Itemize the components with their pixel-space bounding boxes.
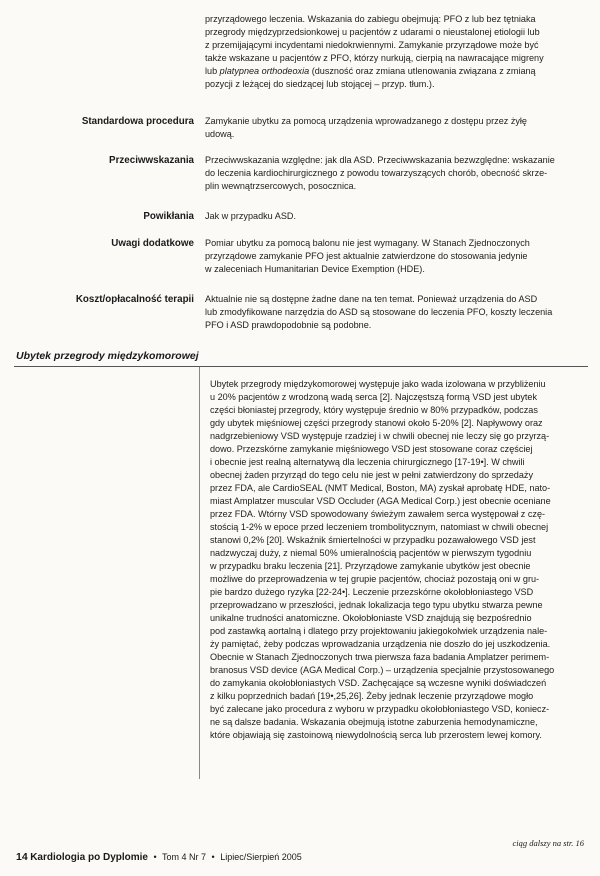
text-line: możliwe do przeprowadzenia w tej grupie pacjentów, chociaż pozostają oni w gru- — [210, 574, 540, 584]
text-line: przyrządowego leczenia. Wskazania do zabiegu obejmują: PFO z lub bez tętniaka — [205, 14, 536, 24]
text-line: i obecnie jest realną alternatywą dla leczenia chirurgicznego [17-19•]. W chwili — [210, 457, 525, 467]
text-line: przeprowadzano w przeszłości, jednak lokalizacja tego typu ubytku stwarza pewne — [210, 600, 543, 610]
text-line: z przemijającymi incydentami niedokrwiennymi. Zamykanie przyrządowe może być — [205, 40, 539, 50]
row-text — [205, 210, 590, 223]
text-line: unikalne trudności anatomiczne. Okołobłoniaste VSD znajdują się bezpośrednio — [210, 613, 532, 623]
text-line: do leczenia kardiochirurgicznego z powodu towarzyszących chorób, obecność skrze- — [205, 168, 548, 178]
text-line: PFO i ASD prawdopodobnie są podobne. — [205, 320, 372, 330]
text-line: Ubytek przegrody międzykomorowej występuje jako wada izolowana w przybliżeniu — [210, 379, 546, 389]
footer-separator: • — [153, 852, 157, 862]
text-line: ży pamiętać, żeby podczas wprowadzania urządzenia nie doszło do jej uszkodzenia. — [210, 639, 551, 649]
text-line: gdy ubytek mięśniowej części przegrody stanowi około 5-20% [2]. Napływowy oraz — [210, 418, 543, 428]
text-line: lub zmodyfikowane narzędzia do ASD są stosowane do leczenia PFO, koszty leczenia — [205, 307, 553, 317]
intro-paragraph — [205, 13, 590, 91]
text-line: w przypadku braku leczenia [21]. Przyrządowe zamykanie ubytków jest obecnie — [210, 561, 531, 571]
section-body — [210, 378, 590, 742]
column-divider — [199, 367, 200, 779]
text-line: dowo. Przezskórne zamykanie mięśniowego VSD jest stosowane coraz częściej — [210, 444, 533, 454]
text-line: przez FDA. Wtórny VSD spowodowany świeżym zawałem serca występował z czę- — [210, 509, 546, 519]
text-line: Przeciwwskazania względne: jak dla ASD. Przeciwwskazania bezwzględne: wskazanie — [205, 155, 555, 165]
row-label: Przeciwwskazania — [109, 155, 194, 166]
text-line: obecnej żaden przyrząd do tego celu nie jest w pełni zatwierdzony do sprzedaży — [210, 470, 534, 480]
text-line: do zamykania okołobłoniastych VSD. Zachęcające są wczesne wyniki doświadczeń — [210, 678, 547, 688]
row-text — [205, 115, 590, 141]
text-line: w zaleceniach Humanitarian Device Exemption (HDE). — [205, 264, 425, 274]
text-line: być zalecane jako procedura z wyboru w przypadku okołobłoniastego VSD, koniecz- — [210, 704, 550, 714]
text-line: pie bardzo dużego ryzyka [22-24•]. Leczenie przezskórne okołobłoniastego VSD — [210, 587, 534, 597]
row-text — [205, 237, 590, 276]
text-line: lub platypnea orthodeoxia (duszność oraz zmiana utlenowania związana z zmianą — [205, 66, 536, 76]
footer-separator: • — [211, 852, 215, 862]
page-number: 14 — [16, 851, 28, 863]
text-line: Jak w przypadku ASD. — [205, 211, 296, 221]
section-heading: Ubytek przegrody międzykomorowej — [16, 350, 199, 362]
text-line: nadgrzebieniowy VSD występuje rzadziej i w chwili obecnej nie leczy się go przyrzą- — [210, 431, 550, 441]
continued-note: ciąg dalszy na str. 16 — [512, 838, 584, 848]
row-text — [205, 293, 590, 332]
page-footer — [16, 851, 302, 863]
row-label: Uwagi dodatkowe — [111, 238, 194, 249]
text-line: z kilku poprzednich badań [19•,25,26]. Żeby jednak leczenie przyrządowe mogło — [210, 691, 534, 701]
text-line: stością 1-2% w epoce przed leczeniem trombolitycznym, natomiast w chwili obecnej — [210, 522, 549, 532]
text-line: plin wewnątrzsercowych, posocznica. — [205, 181, 357, 191]
text-line: przegrody międzyprzedsionkowej u pacjentów z udarami o nieustalonej etiologii lub — [205, 27, 540, 37]
text-line: także wskazane u pacjentów z PFO, którzy nurkują, cierpią na nawracające migreny — [205, 53, 544, 63]
row-label: Standardowa procedura — [81, 116, 194, 127]
text-line: u 20% pacjentów z wrodzoną wadą serca [2]. Najczęstszą formą VSD jest ubytek — [210, 392, 538, 402]
journal-name: Kardiologia po Dyplomie — [30, 852, 148, 863]
text-line: Obecnie w Stanach Zjednoczonych trwa pierwsza faza badania Amplatzer perimem- — [210, 652, 550, 662]
row-label: Koszt/opłacalność terapii — [75, 294, 194, 305]
text-line: pozycji z leżącej do siedzącej lub stojącej – przyp. tłum.). — [205, 79, 435, 89]
text-line: części błoniastej przegrody, który występuje średnio w 80% przypadków, podczas — [210, 405, 538, 415]
text-line: stanowi 0,2% [20]. Wskaźnik śmiertelności w przypadku pozawałowego VSD jest — [210, 535, 536, 545]
text-line: nadzwyczaj duży, z niemal 50% umieralnością pacjentów w pierwszym tygodniu — [210, 548, 532, 558]
row-label: Powikłania — [143, 211, 194, 222]
text-line: udową. — [205, 129, 235, 139]
issue-date: Lipiec/Sierpień 2005 — [220, 852, 302, 862]
text-line: ne są dalsze badania. Wskazania obejmują istotne zaburzenia hemodynamiczne, — [210, 717, 538, 727]
text-line: miast Amplatzer muscular VSD Occluder (AGA Medical Corp.) jest obecnie oceniane — [210, 496, 551, 506]
row-text — [205, 154, 590, 193]
text-line: Zamykanie ubytku za pomocą urządzenia wprowadzanego z dostępu przez żyłę — [205, 116, 527, 126]
journal-volume: Tom 4 Nr 7 — [162, 852, 207, 862]
text-line: przyrządowe zamykanie PFO jest aktualnie zatwierdzone do stosowania jedynie — [205, 251, 528, 261]
text-line: branosus VSD device (AGA Medical Corp.) – urządzenia specjalnie przystosowanego — [210, 665, 555, 675]
text-line: Pomiar ubytku za pomocą balonu nie jest wymagany. W Stanach Zjednoczonych — [205, 238, 530, 248]
text-line: przez FDA, ale CardioSEAL (NMT Medical, Boston, MA) zyskał aprobatę HDE, nato- — [210, 483, 551, 493]
text-line: pod zastawką aortalną i dlatego przy projektowaniu jakiegokolwiek urządzenia nale- — [210, 626, 548, 636]
text-line: Aktualnie nie są dostępne żadne dane na ten temat. Ponieważ urządzenia do ASD — [205, 294, 538, 304]
section-divider — [14, 366, 588, 367]
text-line: które objawiają się zastoinową niewydolnością serca lub przerostem lewej komory. — [210, 730, 542, 740]
